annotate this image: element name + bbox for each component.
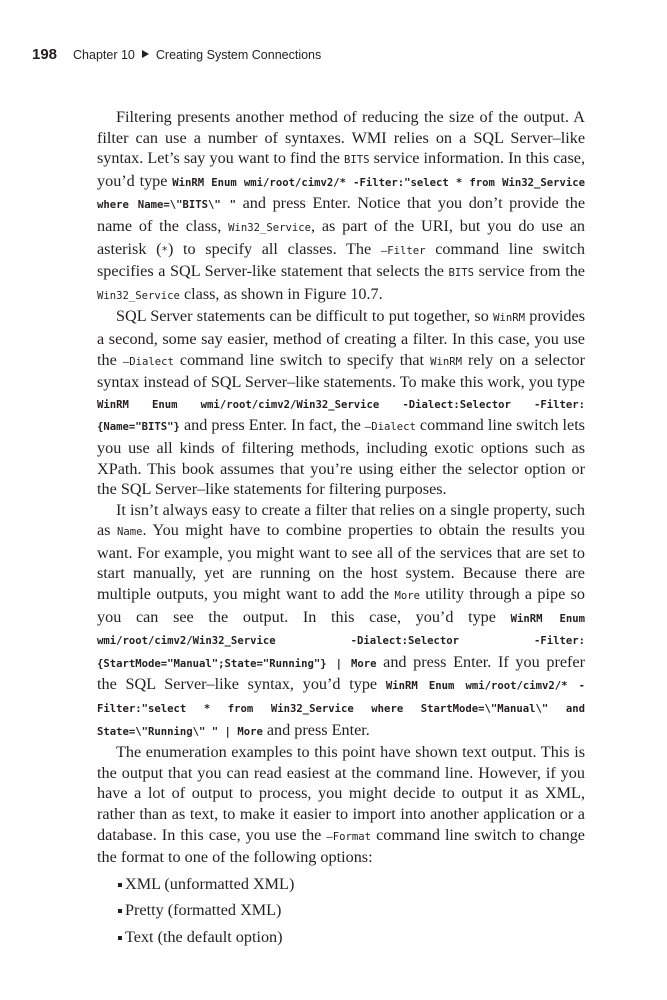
inline-code: –Dialect bbox=[122, 355, 174, 368]
inline-code: BITS bbox=[448, 267, 475, 280]
text-run: and press Enter. Notice that you don’t provide the name of the class, bbox=[97, 194, 586, 235]
inline-code: WinRM bbox=[493, 312, 525, 325]
text-run: rely on a selector syntax instead of SQL Server–like statements. To make this work, you type bbox=[97, 350, 585, 392]
text-run: ) to specify all classes. The bbox=[167, 239, 381, 258]
text-run: command line switch to change the format to one of the following options: bbox=[97, 825, 585, 867]
list-item-text: XML (unformatted XML) bbox=[125, 874, 295, 893]
text-run: . You might have to combine properties to obtain the results you want. For example, you might want to see all of the services that are set to start manually, yet are running on the host system. Because there are multiple outputs, you might want to add the bbox=[97, 521, 585, 604]
command-text: WinRM Enum wmi/root/cimv2/* -Filter:"select * from Win32_Service where Name=\"BITS\" " bbox=[97, 176, 585, 212]
inline-code: Name bbox=[117, 526, 143, 539]
running-head bbox=[32, 46, 321, 63]
body-text bbox=[97, 107, 585, 954]
text-run: command line switch to specify that bbox=[173, 350, 431, 369]
text-run: , as part of the URI, but you do use an asterisk ( bbox=[97, 216, 585, 258]
square-bullet-icon bbox=[118, 936, 122, 940]
paragraph bbox=[97, 742, 585, 868]
command-text: WinRM Enum wmi/root/cimv2/Win32_Service -Dialect:Selector -Filter:{StartMode="Manual";State="Running"} | More bbox=[97, 612, 586, 670]
text-run: and press Enter. In fact, the bbox=[179, 416, 365, 435]
inline-code: –Dialect bbox=[364, 421, 416, 434]
list-item bbox=[97, 900, 585, 921]
square-bullet-icon bbox=[118, 883, 122, 887]
text-run: service from the bbox=[474, 262, 585, 281]
text-run: service information. In this case, you’d type bbox=[97, 149, 585, 190]
text-run: SQL Server statements can be difficult to put together, so bbox=[116, 307, 494, 326]
chapter-title: Creating System Connections bbox=[155, 48, 322, 62]
square-bullet-icon bbox=[118, 909, 122, 913]
paragraphs bbox=[97, 107, 585, 868]
list-item bbox=[97, 874, 585, 895]
paragraph bbox=[97, 500, 585, 743]
text-run: command line switch specifies a SQL Server-like statement that selects the bbox=[97, 239, 586, 281]
inline-code: More bbox=[394, 590, 420, 603]
page-number: 198 bbox=[32, 46, 58, 63]
inline-code: Win32_Service bbox=[97, 289, 180, 302]
text-run: The enumeration examples to this point have shown text output. This is the output that you can read easiest at the command line. However, if you have a lot of output to process, you might decide to output it as XML, rather than as text, to make it easier to import into another application or a database. In this case, you use the bbox=[97, 743, 585, 844]
inline-code: –Format bbox=[326, 830, 372, 843]
text-run: command line switch lets you use all kinds of filtering methods, including exotic options such as XPath. This book assumes that you’re using either the selector option or the SQL Server–like statements for filtering purposes. bbox=[97, 416, 585, 499]
inline-code: BITS bbox=[344, 154, 370, 167]
chapter-label: Chapter 10 bbox=[73, 48, 135, 62]
triangle-right-icon bbox=[142, 50, 149, 58]
format-options-list bbox=[97, 874, 585, 948]
paragraph bbox=[97, 306, 585, 499]
list-item-text: Pretty (formatted XML) bbox=[125, 901, 282, 920]
inline-code: WinRM bbox=[430, 355, 462, 368]
paragraph bbox=[97, 107, 585, 306]
list-item-text: Text (the default option) bbox=[125, 927, 283, 946]
text-run: and press Enter. If you prefer the SQL Server–like syntax, you’d type bbox=[97, 652, 585, 694]
text-run: utility through a pipe so you can see the output. In this case, you’d type bbox=[97, 585, 585, 626]
command-text: WinRM Enum wmi/root/cimv2/* -Filter:"select * from Win32_Service where StartMode=\"Manual\" and State=\"Running\" " | More bbox=[97, 680, 585, 738]
text-run: and press Enter. bbox=[262, 720, 370, 739]
text-run: It isn’t always easy to create a filter that relies on a single property, such as bbox=[97, 500, 585, 540]
text-run: provides a second, some say easier, method of creating a filter. In this case, you use the bbox=[97, 307, 585, 369]
list-item bbox=[97, 927, 585, 948]
text-run: Filtering presents another method of reducing the size of the output. A filter can use a number of syntaxes. WMI relies on a SQL Server–like syntax. Let’s say you want to find the bbox=[97, 108, 585, 168]
text-run: class, as shown in Figure 10.7. bbox=[179, 284, 383, 303]
command-text: WinRM Enum wmi/root/cimv2/Win32_Service -Dialect:Selector -Filter:{Name="BITS"} bbox=[97, 398, 585, 434]
inline-code: Win32_Service bbox=[228, 221, 311, 234]
inline-code: * bbox=[161, 244, 168, 257]
inline-code: –Filter bbox=[380, 244, 426, 257]
